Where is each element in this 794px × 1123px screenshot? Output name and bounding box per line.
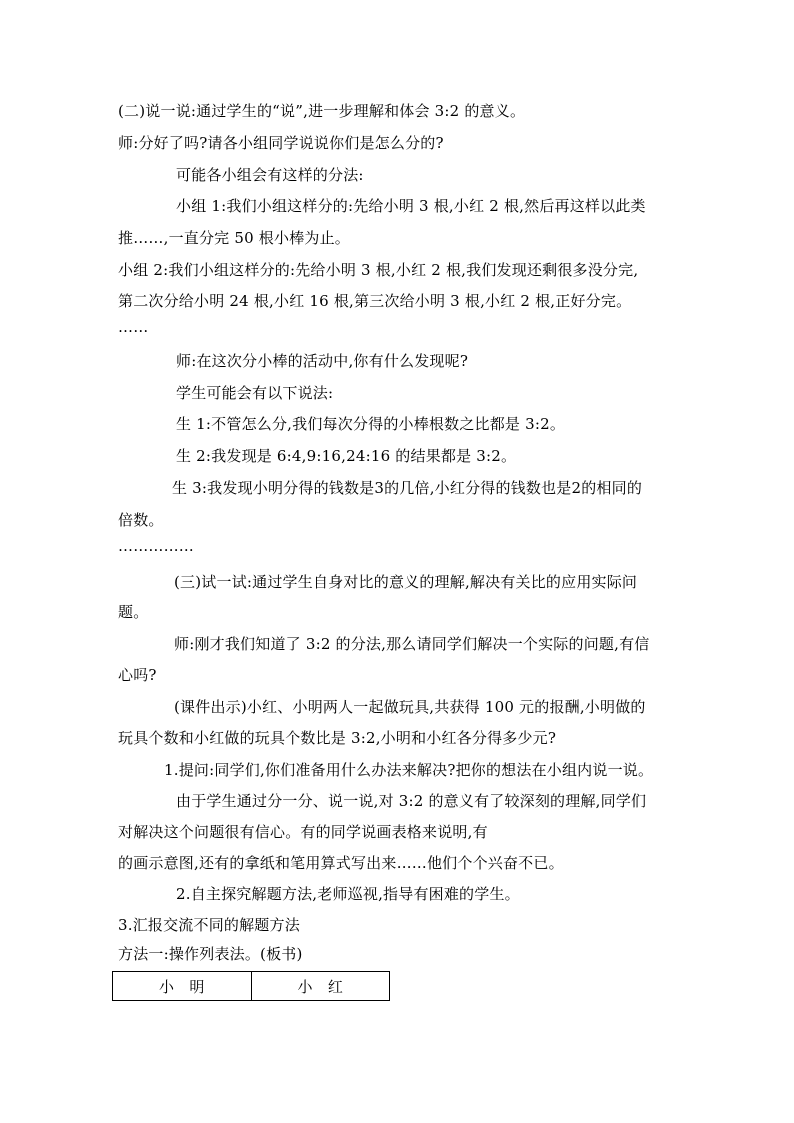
explanation-line-1: 由于学生通过分一分、说一说,对 3:2 的意义有了较深刻的理解,同学们: [176, 792, 647, 810]
teacher-question: 师:分好了吗?请各小组同学说说你们是怎么分的?: [118, 134, 444, 152]
student-3-answer-line-2: 倍数。: [118, 511, 164, 529]
explanation-line-3: 的画示意图,还有的拿纸和笔用算式写出来……他们个个兴奋不已。: [118, 854, 564, 872]
table-header-xiaoming: 小 明: [158, 977, 205, 996]
group-1-line-2: 推……,一直分完 50 根小棒为止。: [118, 229, 350, 247]
step-3: 3.汇报交流不同的解题方法: [118, 916, 300, 934]
section-3-heading-line-1: (三)试一试:通过学生自身对比的意义的理解,解决有关比的应用实际问: [174, 573, 638, 591]
group-1-line-1: 小组 1:我们小组这样分的:先给小明 3 根,小红 2 根,然后再这样以此类: [176, 197, 646, 215]
section-3-heading-line-2: 题。: [118, 603, 149, 621]
student-3-answer-line-1: 生 3:我发现小明分得的钱数是3的几倍,小红分得的钱数也是2的相同的: [172, 479, 643, 497]
table-header-xiaohong: 小 红: [251, 972, 390, 1000]
student-1-answer: 生 1:不管怎么分,我们每次分得的小棒根数之比都是 3:2。: [176, 415, 566, 433]
problem-line-1: (课件出示)小红、小明两人一起做玩具,共获得 100 元的报酬,小明做的: [174, 698, 646, 716]
ellipsis-2: ……………: [118, 537, 194, 555]
method-1-label: 方法一:操作列表法。(板书): [118, 945, 303, 963]
method-table: [112, 971, 390, 1001]
step-1: 1.提问:同学们,你们准备用什么办法来解决?把你的想法在小组内说一说。: [164, 761, 654, 779]
group-2-line-2: 第二次分给小明 24 根,小红 16 根,第三次给小明 3 根,小红 2 根,正好分完。: [118, 292, 632, 310]
teacher-prompt-line-1: 师:刚才我们知道了 3:2 的分法,那么请同学们解决一个实际的问题,有信: [174, 635, 650, 653]
step-2: 2.自主探究解题方法,老师巡视,指导有困难的学生。: [176, 885, 520, 903]
problem-line-2: 玩具个数和小红做的玩具个数比是 3:2,小明和小红各分得多少元?: [118, 729, 557, 747]
ellipsis-1: ……: [118, 318, 149, 336]
group-2-line-1: 小组 2:我们小组这样分的:先给小明 3 根,小红 2 根,我们发现还剩很多没分完,: [118, 261, 639, 279]
student-2-answer: 生 2:我发现是 6:4,9:16,24:16 的结果都是 3:2。: [176, 447, 517, 465]
paragraph-line: 学生可能会有以下说法:: [176, 384, 334, 402]
paragraph-line: 可能各小组会有这样的分法:: [176, 166, 364, 184]
section-2-heading: (二)说一说:通过学生的“说”,进一步理解和体会 3:2 的意义。: [118, 102, 526, 120]
teacher-discovery-question: 师:在这次分小棒的活动中,你有什么发现呢?: [176, 352, 469, 370]
explanation-line-2: 对解决这个问题很有信心。有的同学说画表格来说明,有: [118, 823, 488, 841]
teacher-prompt-line-2: 心吗?: [118, 666, 157, 684]
